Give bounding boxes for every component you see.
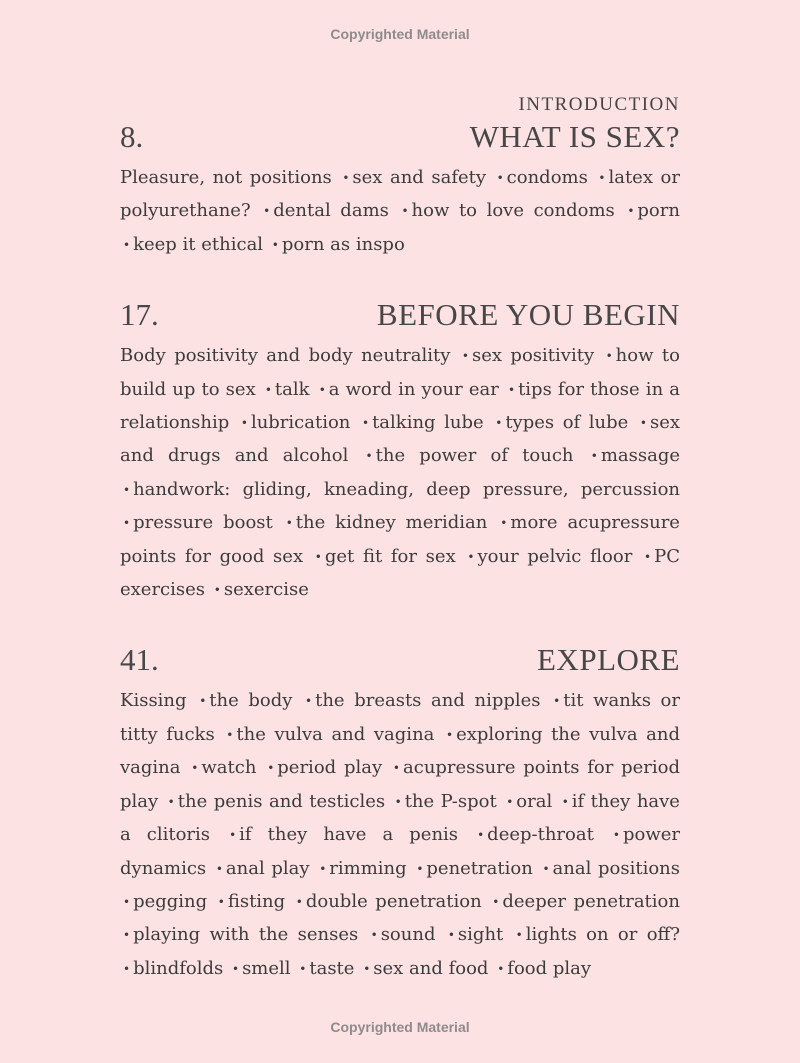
topic-item: keep it ethical (133, 233, 264, 255)
topic-item: the breasts and nipples (315, 690, 541, 712)
topic-item: porn as inspo (281, 233, 405, 255)
page-number: 8. (120, 119, 144, 154)
topic-item: get fit for sex (324, 545, 456, 567)
topic-item: handwork: gliding, kneading, deep pressure, percussion (133, 478, 680, 500)
topic-item: types of lube (505, 412, 629, 434)
bullet-separator: • (495, 416, 503, 431)
toc-section-what-is-sex (120, 118, 680, 262)
topic-item: dental dams (273, 200, 389, 222)
topic-item: Body positivity and body neutrality (120, 345, 451, 367)
watermark-top: Copyrighted Material (330, 26, 470, 42)
bullet-separator: • (446, 727, 454, 742)
topic-item: smell (242, 957, 291, 979)
bullet-separator: • (199, 694, 207, 709)
topic-item: latex or polyurethane? (120, 167, 680, 222)
topic-item: the power of touch (375, 445, 574, 467)
section-heading (120, 118, 680, 156)
bullet-separator: • (167, 794, 175, 809)
bullet-separator: • (553, 694, 561, 709)
topic-item: how to build up to sex (120, 345, 680, 400)
bullet-separator: • (123, 237, 131, 252)
page-number: 41. (120, 642, 159, 678)
topic-list (120, 162, 680, 262)
bullet-separator: • (461, 349, 469, 364)
topic-item: talk (274, 378, 310, 400)
bullet-separator: • (299, 961, 307, 976)
bullet-separator: • (365, 449, 373, 464)
topic-item: blindfolds (133, 957, 224, 979)
bullet-separator: • (497, 961, 505, 976)
bullet-separator: • (542, 861, 550, 876)
section-title: BEFORE YOU BEGIN (376, 297, 680, 333)
topic-item: massage (600, 445, 680, 467)
topic-item: acupressure points for period play (120, 757, 680, 812)
topic-item: more acupressure points for good sex (120, 512, 680, 567)
bullet-separator: • (314, 549, 322, 564)
topic-item: deep-throat (487, 824, 594, 846)
bullet-separator: • (639, 416, 647, 431)
topic-item: playing with the senses (133, 924, 359, 946)
bullet-separator: • (496, 171, 504, 185)
bullet-separator: • (392, 761, 400, 776)
topic-item: taste (309, 957, 355, 979)
topic-item: rimming (329, 857, 407, 879)
topic-item: exploring the vulva and vagina (120, 723, 680, 779)
topic-item: tips for those in a relationship (120, 378, 680, 434)
topic-item: oral (516, 790, 553, 812)
bullet-separator: • (318, 382, 326, 397)
bullet-separator: • (416, 861, 424, 876)
watermark-bottom: Copyrighted Material (330, 1019, 470, 1035)
bullet-separator: • (123, 894, 131, 909)
topic-item: period play (277, 757, 383, 779)
bullet-separator: • (213, 583, 221, 598)
bullet-separator: • (515, 928, 523, 943)
bullet-separator: • (342, 171, 350, 185)
topic-list (120, 685, 680, 986)
bullet-separator: • (598, 171, 606, 185)
topic-item: tit wanks or titty fucks (120, 690, 680, 745)
topic-item: if they have a clitoris (120, 790, 680, 846)
topic-item: lubrication (250, 412, 351, 434)
bullet-separator: • (467, 549, 475, 564)
topic-item: a word in your ear (328, 378, 499, 400)
bullet-separator: • (506, 794, 514, 809)
topic-item: the body (209, 690, 293, 712)
toc-page (120, 92, 680, 1020)
topic-item: talking lube (372, 412, 484, 434)
bullet-separator: • (500, 516, 508, 531)
bullet-separator: • (590, 449, 598, 464)
bullet-separator: • (305, 694, 313, 709)
topic-item: sex positivity (471, 345, 595, 367)
bullet-separator: • (191, 761, 199, 776)
page-number: 17. (120, 297, 159, 333)
chapter-kicker: INTRODUCTION (518, 94, 680, 115)
topic-item: deeper penetration (502, 890, 680, 912)
bullet-separator: • (217, 894, 225, 909)
topic-item: Kissing (120, 690, 187, 712)
topic-item: penetration (426, 857, 533, 879)
topic-item: sex and drugs and alcohol (120, 412, 680, 467)
bullet-separator: • (370, 928, 378, 943)
topic-item: sex and safety (352, 167, 487, 188)
bullet-separator: • (612, 828, 620, 843)
bullet-separator: • (271, 237, 279, 252)
topic-item: pegging (133, 890, 208, 912)
bullet-separator: • (319, 861, 327, 876)
topic-item: the kidney meridian (295, 512, 488, 534)
topic-item: sexercise (223, 579, 309, 601)
bullet-separator: • (123, 961, 131, 976)
bullet-separator: • (507, 382, 516, 397)
topic-item: watch (201, 757, 257, 779)
topic-item: fisting (227, 890, 286, 912)
bullet-separator: • (295, 894, 303, 909)
bullet-separator: • (226, 727, 234, 742)
topic-item: sex and food (373, 957, 489, 979)
bullet-separator: • (263, 204, 271, 219)
bullet-separator: • (605, 349, 613, 364)
topic-item: your pelvic floor (477, 545, 633, 567)
bullet-separator: • (363, 961, 371, 976)
topic-item: double penetration (305, 890, 482, 912)
bullet-separator: • (401, 204, 409, 219)
bullet-separator: • (561, 794, 569, 809)
topic-item: sight (457, 924, 504, 946)
bullet-separator: • (447, 928, 455, 943)
topic-list (120, 340, 680, 607)
bullet-separator: • (123, 928, 131, 943)
topic-item: pressure boost (133, 512, 273, 534)
bullet-separator: • (492, 894, 500, 909)
toc-section-explore (120, 641, 680, 986)
bullet-separator: • (644, 549, 652, 564)
topic-item: anal play (225, 857, 310, 879)
topic-item: porn (637, 200, 680, 222)
topic-item: if they have a penis (239, 824, 459, 846)
section-heading (120, 296, 680, 334)
bullet-separator: • (477, 828, 485, 843)
bullet-separator: • (627, 204, 635, 219)
bullet-separator: • (231, 961, 240, 976)
bullet-separator: • (229, 828, 237, 843)
bullet-separator: • (285, 516, 293, 531)
bullet-separator: • (215, 861, 223, 876)
bullet-separator: • (361, 416, 370, 431)
section-heading (120, 641, 680, 679)
section-title: EXPLORE (537, 642, 680, 678)
topic-item: the penis and testicles (177, 790, 386, 812)
topic-item: the P-spot (404, 790, 497, 812)
topic-item: power dynamics (120, 824, 680, 879)
topic-item: food play (507, 957, 592, 979)
bullet-separator: • (123, 516, 131, 531)
topic-item: condoms (506, 167, 588, 188)
toc-section-before-you-begin (120, 296, 680, 607)
topic-item: PC exercises (120, 545, 680, 601)
topic-item: how to love condoms (411, 200, 615, 222)
topic-item: anal positions (552, 857, 681, 879)
bullet-separator: • (264, 382, 272, 397)
bullet-separator: • (267, 761, 275, 776)
bullet-separator: • (240, 416, 248, 431)
topic-item: lights on or off? (525, 924, 680, 946)
topic-item: the vulva and vagina (236, 723, 435, 745)
bullet-separator: • (394, 794, 402, 809)
bullet-separator: • (123, 482, 131, 497)
section-title: WHAT IS SEX? (469, 119, 680, 154)
topic-item: sound (380, 924, 436, 946)
topic-item: Pleasure, not positions (120, 167, 332, 188)
